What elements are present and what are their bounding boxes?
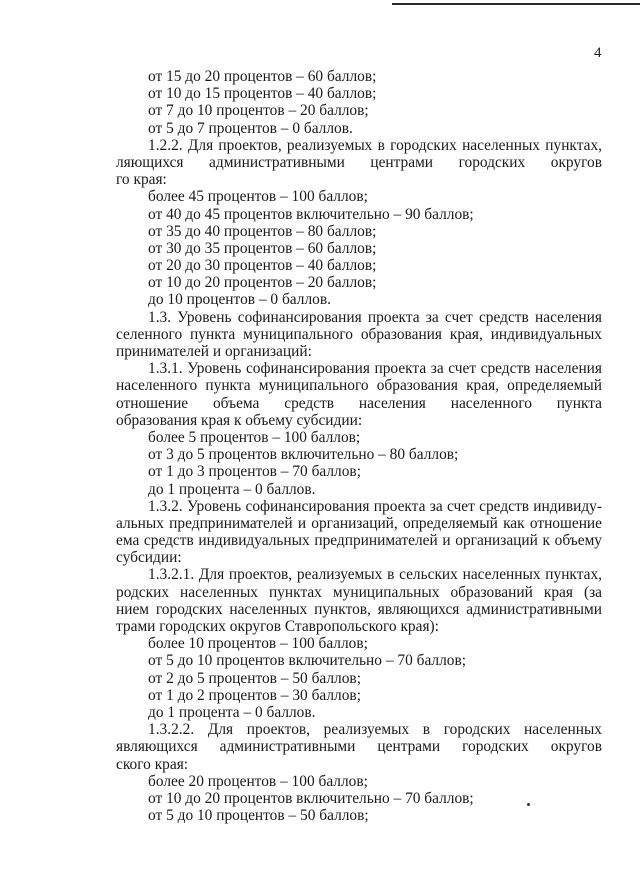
text-line: го края: bbox=[116, 171, 167, 189]
text-line: ского края: bbox=[116, 755, 189, 773]
text-line: до 1 процента – 0 баллов. bbox=[148, 480, 316, 498]
text-line: от 10 до 20 процентов включительно – 70 баллов; bbox=[148, 789, 474, 807]
text-line: от 10 до 15 процентов – 40 баллов; bbox=[148, 85, 377, 103]
text-line: от 5 до 7 процентов – 0 баллов. bbox=[148, 119, 353, 137]
text-line: образования края к объему субсидии: bbox=[116, 411, 363, 429]
text-line: более 45 процентов – 100 баллов; bbox=[148, 188, 368, 206]
text-line: являющихся административными центрами городских округов bbox=[116, 738, 602, 756]
text-line: от 7 до 10 процентов – 20 баллов; bbox=[148, 102, 369, 120]
text-line: субсидии: bbox=[116, 549, 182, 567]
text-line: принимателей и организаций: bbox=[116, 343, 312, 360]
text-line: от 40 до 45 процентов включительно – 90 баллов; bbox=[148, 205, 474, 223]
text-line: от 5 до 10 процентов включительно – 70 баллов; bbox=[148, 652, 467, 670]
top-rule bbox=[392, 3, 640, 5]
text-line: от 35 до 40 процентов – 80 баллов; bbox=[148, 222, 377, 240]
page-number: 4 bbox=[594, 45, 602, 61]
text-line: до 10 процентов – 0 баллов. bbox=[148, 291, 331, 309]
text-line: от 1 до 3 процентов – 70 баллов; bbox=[148, 463, 361, 481]
document-body bbox=[116, 68, 602, 824]
text-line: 1.2.2. Для проектов, реализуемых в городских населенных пунктах, bbox=[148, 136, 602, 154]
text-line: 1.3. Уровень софинансирования проекта за счет средств населения bbox=[148, 308, 602, 326]
text-line: от 2 до 5 процентов – 50 баллов; bbox=[148, 669, 361, 687]
text-line: отношение объема средств населения населенного пункта bbox=[116, 394, 602, 412]
text-line: ема средств индивидуальных предпринимателей и организаций к объему bbox=[116, 532, 602, 550]
scan-speck bbox=[527, 803, 530, 806]
text-line: от 10 до 20 процентов – 20 баллов; bbox=[148, 274, 377, 292]
text-line: селенного пункта муниципального образования края, индивидуальных bbox=[116, 325, 602, 343]
text-line: от 30 до 35 процентов – 60 баллов; bbox=[148, 239, 377, 257]
text-line: 1.3.2.1. Для проектов, реализуемых в сельских населенных пунктах, bbox=[148, 566, 602, 584]
text-line: нием городских населенных пунктов, являющихся административными bbox=[116, 600, 602, 618]
text-line: ляющихся административными центрами городских округов bbox=[116, 153, 602, 171]
text-line: 1.3.1. Уровень софинансирования проекта за счет средств населения bbox=[148, 360, 602, 378]
text-line: более 10 процентов – 100 баллов; bbox=[148, 635, 368, 653]
text-line: от 15 до 20 процентов – 60 баллов; bbox=[148, 68, 377, 85]
text-line: альных предпринимателей и организаций, определяемый как отношение bbox=[116, 514, 602, 532]
text-line: 1.3.2. Уровень софинансирования проекта за счет средств индивиду- bbox=[148, 497, 602, 515]
text-line: от 20 до 30 процентов – 40 баллов; bbox=[148, 257, 377, 275]
text-line: от 5 до 10 процентов – 50 баллов; bbox=[148, 807, 369, 825]
text-line: до 1 процента – 0 баллов. bbox=[148, 703, 316, 721]
text-line: 1.3.2.2. Для проектов, реализуемых в городских населенных bbox=[148, 721, 602, 739]
text-line: более 20 процентов – 100 баллов; bbox=[148, 772, 368, 790]
text-line: родских населенных пунктах муниципальных образований края (за bbox=[116, 583, 602, 601]
text-line: трами городских округов Ставропольского края): bbox=[116, 618, 439, 635]
text-line: населенного пункта муниципального образования края, определяемый bbox=[116, 377, 602, 395]
text-line: более 5 процентов – 100 баллов; bbox=[148, 428, 361, 446]
text-line: от 3 до 5 процентов включительно – 80 баллов; bbox=[148, 446, 459, 464]
text-line: от 1 до 2 процентов – 30 баллов; bbox=[148, 686, 361, 704]
